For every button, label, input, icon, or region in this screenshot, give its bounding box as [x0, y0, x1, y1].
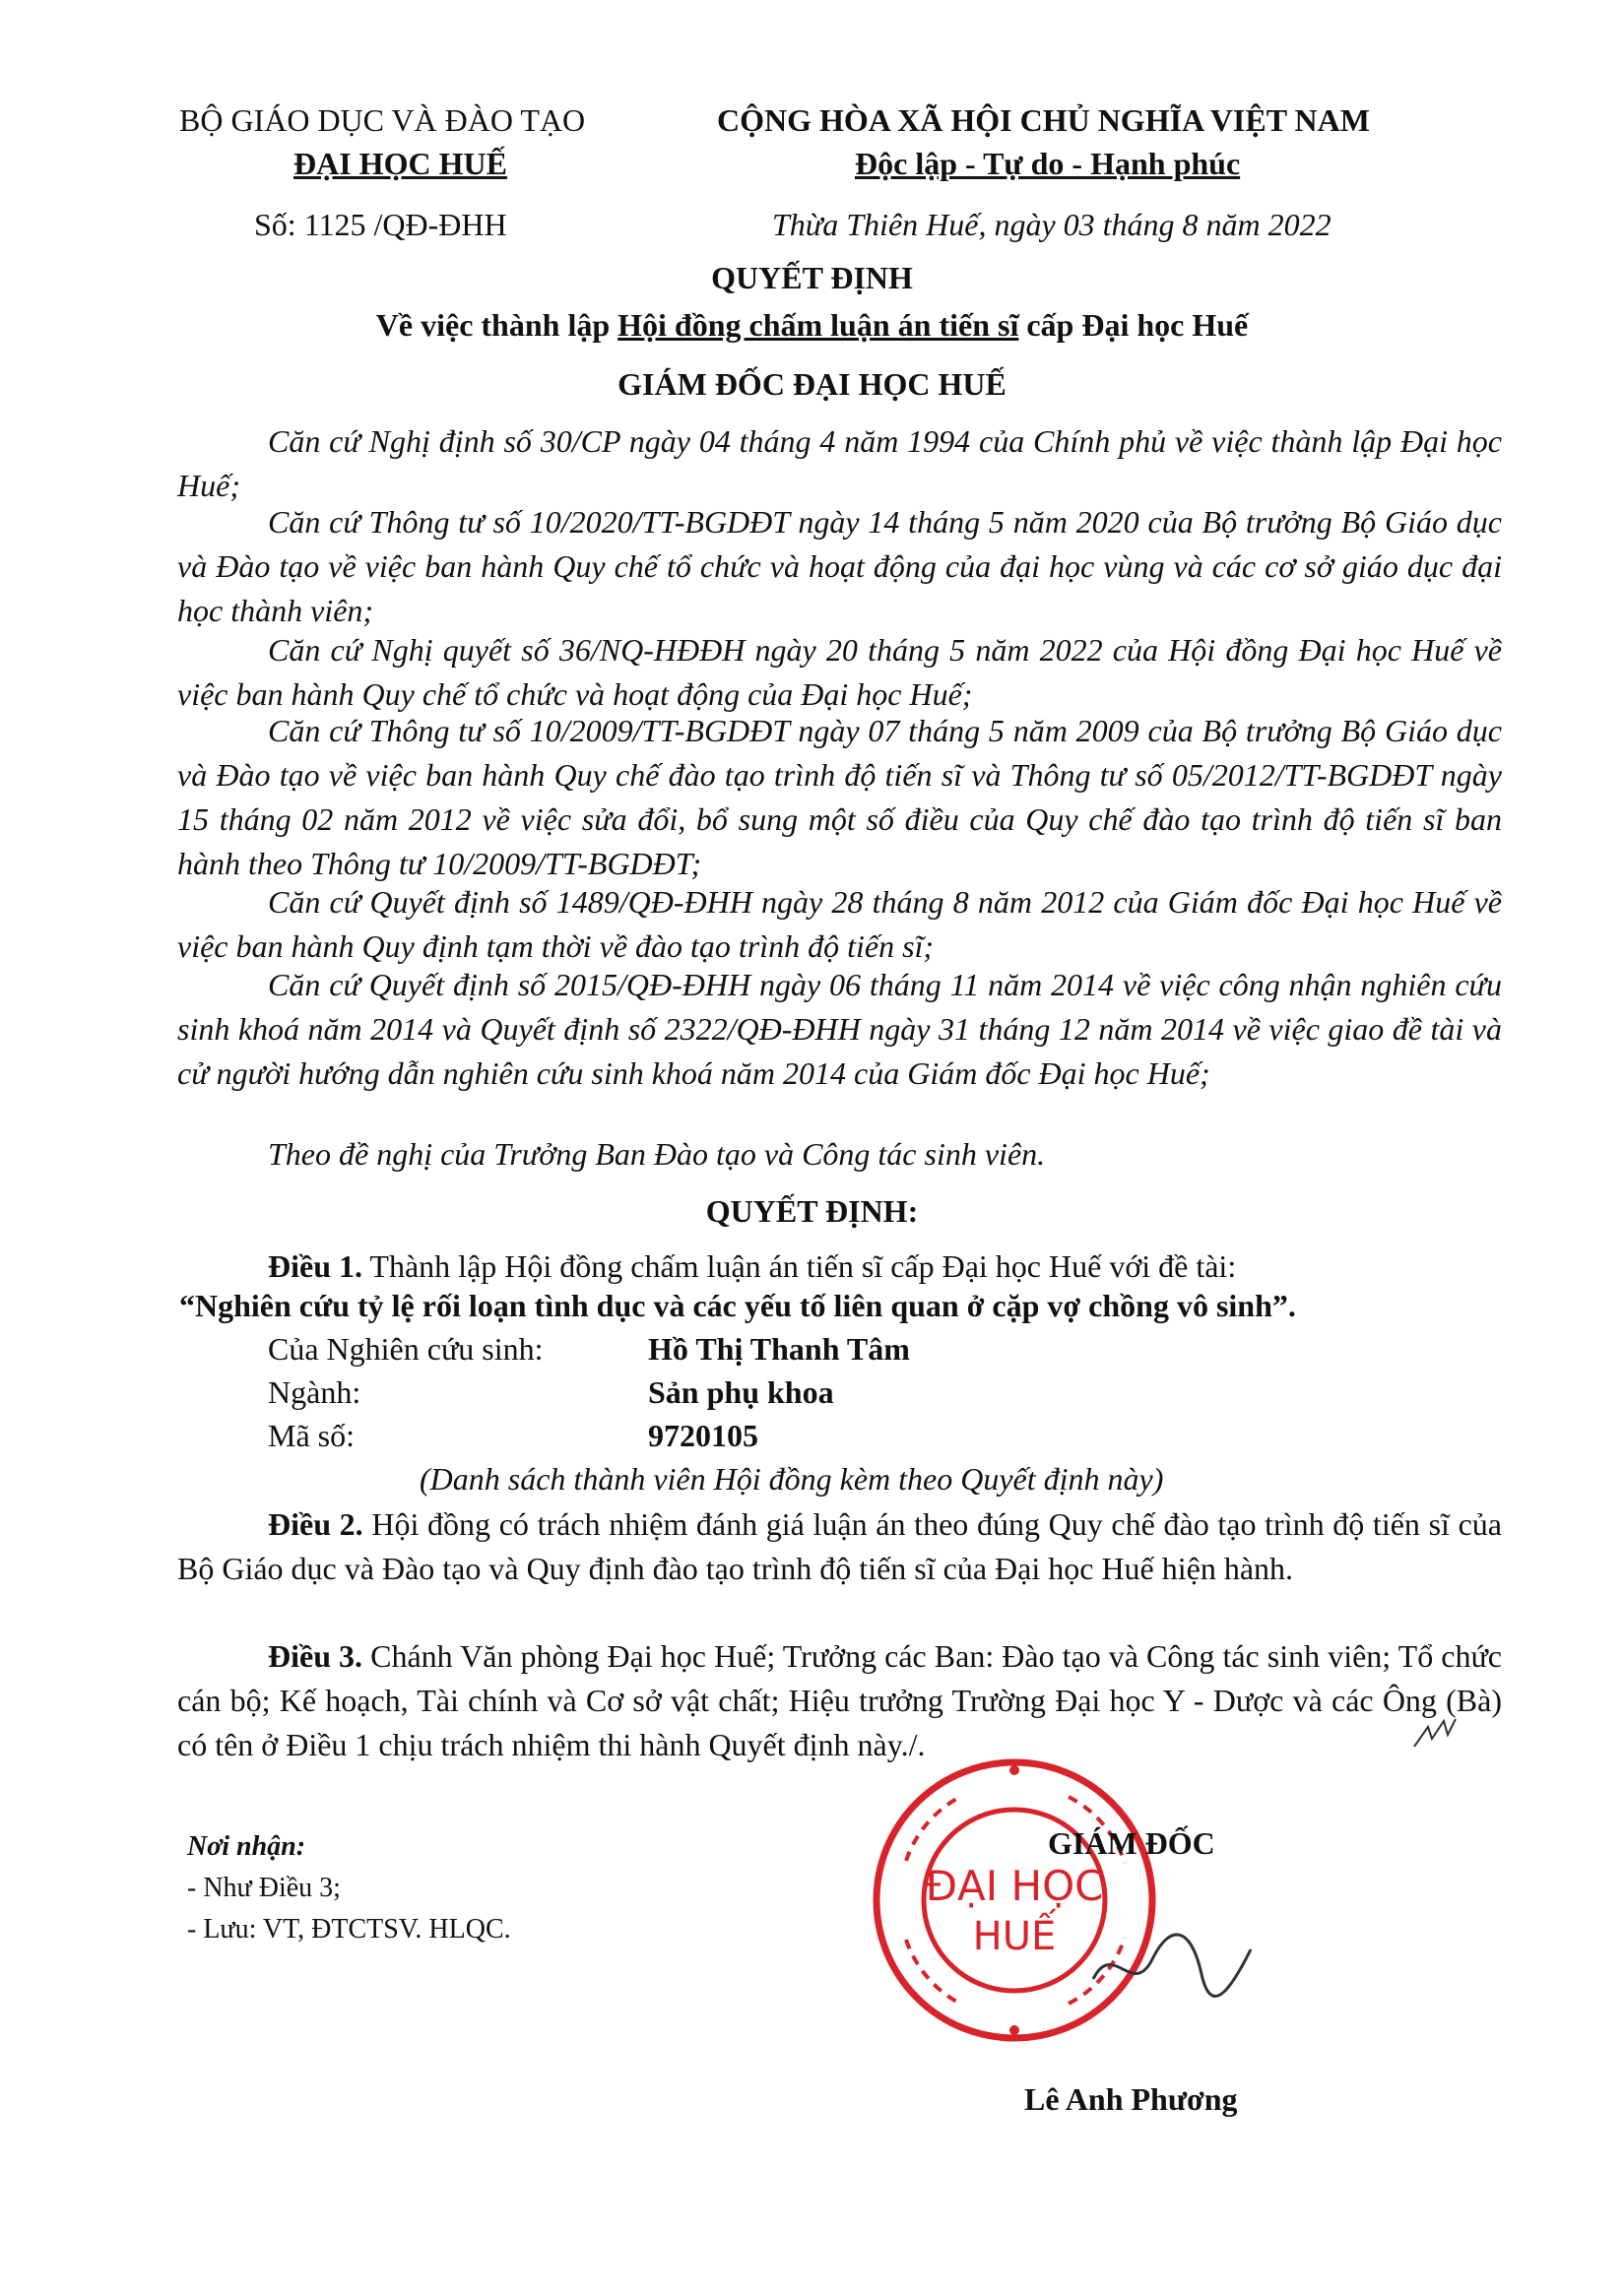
field-label-researcher: Của Nghiên cứu sinh: [268, 1331, 544, 1367]
article-1-note: (Danh sách thành viên Hội đồng kèm theo Quyết định này) [420, 1461, 1164, 1497]
decision-heading: QUYẾT ĐỊNH: [705, 1193, 919, 1229]
motto: Độc lập - Tự do - Hạnh phúc [855, 146, 1241, 181]
field-label-major: Ngành: [268, 1374, 361, 1410]
field-value-code: 9720105 [648, 1418, 758, 1453]
field-label-code: Mã số: [268, 1418, 355, 1453]
preamble-item: Căn cứ Thông tư số 10/2020/TT-BGDĐT ngày 14 tháng 5 năm 2020 của Bộ trưởng Bộ Giáo dục và Đào tạo về việc ban hành Quy chế tổ chức và hoạt động của đại học vùng và các cơ sở giáo dục đại học thành viên; [177, 504, 1502, 628]
preamble-item: Theo đề nghị của Trưởng Ban Đào tạo và Công tác sinh viên. [268, 1136, 1046, 1172]
field-value-researcher: Hồ Thị Thanh Tâm [648, 1331, 910, 1367]
preamble-item: Căn cứ Quyết định số 1489/QĐ-ĐHH ngày 28 tháng 8 năm 2012 của Giám đốc Đại học Huế về việc ban hành Quy định tạm thời về đào tạo trình độ tiến sĩ; [177, 884, 1502, 964]
signature-title: GIÁM ĐỐC [1048, 1825, 1215, 1861]
handwritten-signature [1083, 1920, 1261, 2009]
article-2-label: Điều 2. [268, 1506, 363, 1542]
article-3-label: Điều 3. [268, 1638, 363, 1674]
seal-text-top: ĐẠI HỌC [925, 1862, 1104, 1910]
document-subject [0, 307, 1624, 344]
article-1-topic: “Nghiên cứu tỷ lệ rối loạn tình dục và các yếu tố liên quan ở cặp vợ chồng vô sinh”. [179, 1288, 1296, 1323]
recipient-item: - Lưu: VT, ĐTCTSV. HLQC. [187, 1914, 511, 1945]
recipient-item: - Như Điều 3; [187, 1873, 341, 1903]
preamble-item: Căn cứ Nghị định số 30/CP ngày 04 tháng 4 năm 1994 của Chính phủ về việc thành lập Đại học Huế; [177, 423, 1502, 503]
field-value-major: Sản phụ khoa [648, 1374, 834, 1410]
preamble-item: Căn cứ Thông tư số 10/2009/TT-BGDĐT ngày 07 tháng 5 năm 2009 của Bộ trưởng Bộ Giáo dục và Đào tạo về việc ban hành Quy chế đào tạo trình độ tiến sĩ và Thông tư số 05/2012/TT-BGDĐT ngày 15 tháng 02 năm 2012 về việc sửa đổi, bổ sung một số điều của Quy chế đào tạo trình độ tiến sĩ ban hành theo Thông tư 10/2009/TT-BGDĐT; [177, 713, 1502, 881]
subject-prefix: Về việc thành lập [375, 307, 618, 343]
country-name: CỘNG HÒA XÃ HỘI CHỦ NGHĨA VIỆT NAM [717, 102, 1370, 138]
document-number: Số: 1125 /QĐ-ĐHH [254, 207, 507, 242]
subject-suffix: cấp Đại học Huế [1018, 307, 1249, 343]
recipients-heading: Nơi nhận: [187, 1831, 306, 1862]
signer-name: Lê Anh Phương [1024, 2081, 1238, 2117]
initial-mark [1410, 1713, 1460, 1753]
preamble-item: Căn cứ Nghị quyết số 36/NQ-HĐĐH ngày 20 tháng 5 năm 2022 của Hội đồng Đại học Huế về việc ban hành Quy chế tổ chức và hoạt động của Đại học Huế; [177, 632, 1502, 712]
article-2 [177, 1502, 1502, 1591]
preamble-item: Căn cứ Quyết định số 2015/QĐ-ĐHH ngày 06 tháng 11 năm 2014 về việc công nhận nghiên cứu sinh khoá năm 2014 và Quyết định số 2322/QĐ-ĐHH ngày 31 tháng 12 năm 2014 về việc giao đề tài và cử người hướng dẫn nghiên cứu sinh khoá năm 2014 của Giám đốc Đại học Huế; [177, 967, 1502, 1091]
article-3-text: Chánh Văn phòng Đại học Huế; Trưởng các Ban: Đào tạo và Công tác sinh viên; Tổ chức cán bộ; Kế hoạch, Tài chính và Cơ sở vật chất; Hiệu trưởng Trường Đại học Y - Dược và các Ông (Bà) có tên ở Điều 1 chịu trách nhiệm thi hành Quyết định này./. [177, 1638, 1503, 1762]
article-1 [177, 1244, 1502, 1289]
document-type: QUYẾT ĐỊNH [711, 260, 913, 295]
article-1-label: Điều 1. [268, 1248, 362, 1284]
issuer-heading: GIÁM ĐỐC ĐẠI HỌC HUẾ [617, 366, 1007, 402]
university-name: ĐẠI HỌC HUẾ [293, 146, 507, 181]
article-3 [177, 1634, 1502, 1767]
subject-underlined: Hội đồng chấm luận án tiến sĩ [617, 307, 1019, 343]
article-1-text: Thành lập Hội đồng chấm luận án tiến sĩ cấp Đại học Huế với đề tài: [362, 1248, 1237, 1284]
ministry-name: BỘ GIÁO DỤC VÀ ĐÀO TẠO [179, 102, 586, 138]
seal-text-bottom: HUẾ [972, 1914, 1057, 1959]
date-place: Thừa Thiên Huế, ngày 03 tháng 8 năm 2022 [772, 207, 1332, 242]
article-2-text: Hội đồng có trách nhiệm đánh giá luận án theo đúng Quy chế đào tạo trình độ tiến sĩ của Bộ Giáo dục và Đào tạo và Quy định đào tạo trình độ tiến sĩ của Đại học Huế hiện hành. [177, 1506, 1503, 1586]
